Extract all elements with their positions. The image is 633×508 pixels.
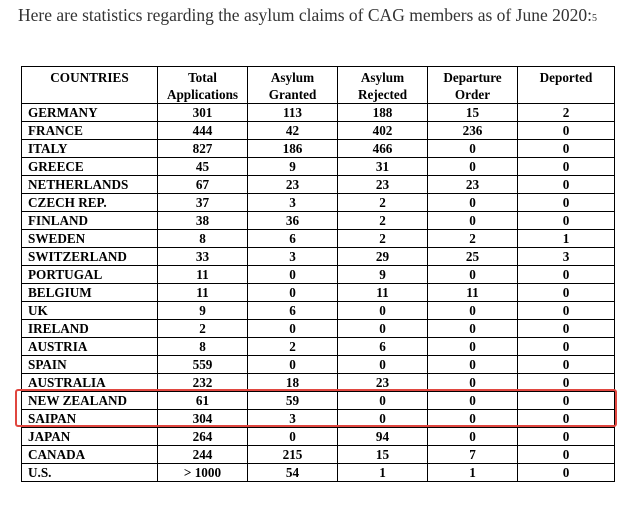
cell-deported: 0 [518,356,615,374]
cell-country: NEW ZEALAND [22,392,158,410]
table-row [22,446,615,464]
table-row [22,140,615,158]
cell-asylum-rejected: 2 [338,212,428,230]
cell-deported: 1 [518,230,615,248]
cell-asylum-rejected: 0 [338,356,428,374]
table-row [22,266,615,284]
header-asylum-granted: Asylum Granted [248,67,338,104]
asylum-statistics-table [21,66,615,482]
cell-asylum-rejected: 94 [338,428,428,446]
cell-asylum-granted: 6 [248,302,338,320]
cell-asylum-rejected: 23 [338,176,428,194]
cell-country: BELGIUM [22,284,158,302]
cell-total-applications: 559 [158,356,248,374]
cell-asylum-rejected: 23 [338,374,428,392]
cell-country: NETHERLANDS [22,176,158,194]
table-row [22,194,615,212]
cell-asylum-granted: 42 [248,122,338,140]
cell-departure-order: 0 [428,338,518,356]
table-row [22,320,615,338]
cell-asylum-rejected: 29 [338,248,428,266]
footnote-marker: 5 [591,13,597,24]
cell-asylum-rejected: 1 [338,464,428,482]
cell-deported: 0 [518,392,615,410]
cell-total-applications: 444 [158,122,248,140]
cell-country: SWITZERLAND [22,248,158,266]
cell-asylum-granted: 2 [248,338,338,356]
table-row [22,122,615,140]
cell-total-applications: 8 [158,230,248,248]
cell-total-applications: 67 [158,176,248,194]
cell-asylum-granted: 36 [248,212,338,230]
table-row [22,176,615,194]
table-row [22,464,615,482]
cell-asylum-rejected: 2 [338,194,428,212]
cell-deported: 0 [518,122,615,140]
table-row [22,104,615,122]
cell-departure-order: 0 [428,266,518,284]
cell-total-applications: 264 [158,428,248,446]
table-row [22,410,615,428]
cell-total-applications: 38 [158,212,248,230]
cell-asylum-granted: 0 [248,320,338,338]
cell-departure-order: 0 [428,428,518,446]
cell-country: ITALY [22,140,158,158]
table-row [22,356,615,374]
cell-departure-order: 1 [428,464,518,482]
cell-total-applications: > 1000 [158,464,248,482]
table-row [22,230,615,248]
intro-paragraph [18,5,628,29]
cell-asylum-granted: 59 [248,392,338,410]
cell-total-applications: 232 [158,374,248,392]
cell-asylum-rejected: 11 [338,284,428,302]
cell-departure-order: 0 [428,158,518,176]
table-row [22,392,615,410]
cell-deported: 0 [518,374,615,392]
table-row [22,374,615,392]
cell-asylum-granted: 3 [248,194,338,212]
table-row [22,428,615,446]
cell-asylum-granted: 0 [248,428,338,446]
header-asylum-rejected: Asylum Rejected [338,67,428,104]
cell-deported: 0 [518,284,615,302]
cell-country: SWEDEN [22,230,158,248]
cell-departure-order: 7 [428,446,518,464]
cell-asylum-rejected: 466 [338,140,428,158]
cell-asylum-rejected: 15 [338,446,428,464]
cell-deported: 0 [518,194,615,212]
header-countries: COUNTRIES [22,67,158,104]
cell-country: JAPAN [22,428,158,446]
header-departure-order: Departure Order [428,67,518,104]
cell-total-applications: 11 [158,266,248,284]
cell-asylum-granted: 6 [248,230,338,248]
cell-total-applications: 244 [158,446,248,464]
cell-deported: 0 [518,302,615,320]
cell-country: CZECH REP. [22,194,158,212]
header-deported: Deported [518,67,615,104]
cell-asylum-granted: 0 [248,266,338,284]
cell-asylum-rejected: 2 [338,230,428,248]
header-total-applications: Total Applications [158,67,248,104]
cell-country: FRANCE [22,122,158,140]
cell-asylum-rejected: 31 [338,158,428,176]
cell-deported: 0 [518,158,615,176]
cell-departure-order: 11 [428,284,518,302]
cell-country: AUSTRALIA [22,374,158,392]
cell-asylum-granted: 23 [248,176,338,194]
cell-departure-order: 0 [428,374,518,392]
cell-country: U.S. [22,464,158,482]
cell-country: FINLAND [22,212,158,230]
cell-asylum-rejected: 188 [338,104,428,122]
cell-total-applications: 45 [158,158,248,176]
cell-country: GREECE [22,158,158,176]
cell-departure-order: 0 [428,302,518,320]
cell-deported: 0 [518,176,615,194]
cell-asylum-rejected: 0 [338,410,428,428]
cell-deported: 0 [518,140,615,158]
cell-asylum-granted: 3 [248,248,338,266]
cell-asylum-granted: 113 [248,104,338,122]
cell-asylum-granted: 3 [248,410,338,428]
cell-deported: 3 [518,248,615,266]
cell-deported: 0 [518,338,615,356]
cell-total-applications: 11 [158,284,248,302]
table-body [22,104,615,482]
cell-asylum-granted: 0 [248,356,338,374]
cell-departure-order: 0 [428,392,518,410]
cell-asylum-rejected: 0 [338,302,428,320]
cell-total-applications: 301 [158,104,248,122]
cell-country: AUSTRIA [22,338,158,356]
cell-country: PORTUGAL [22,266,158,284]
cell-total-applications: 2 [158,320,248,338]
cell-departure-order: 0 [428,410,518,428]
cell-deported: 0 [518,266,615,284]
cell-deported: 0 [518,446,615,464]
cell-departure-order: 2 [428,230,518,248]
cell-total-applications: 9 [158,302,248,320]
cell-departure-order: 15 [428,104,518,122]
table-header-row [22,67,615,104]
cell-asylum-granted: 54 [248,464,338,482]
cell-total-applications: 61 [158,392,248,410]
cell-departure-order: 23 [428,176,518,194]
cell-asylum-rejected: 6 [338,338,428,356]
cell-country: GERMANY [22,104,158,122]
cell-country: SAIPAN [22,410,158,428]
cell-asylum-rejected: 9 [338,266,428,284]
intro-text: Here are statistics regarding the asylum claims of CAG members as of June 2020: [18,5,592,25]
cell-deported: 0 [518,320,615,338]
cell-total-applications: 33 [158,248,248,266]
cell-departure-order: 0 [428,356,518,374]
table-row [22,248,615,266]
cell-asylum-granted: 9 [248,158,338,176]
cell-deported: 0 [518,464,615,482]
table-row [22,212,615,230]
cell-country: UK [22,302,158,320]
cell-departure-order: 0 [428,320,518,338]
cell-asylum-granted: 18 [248,374,338,392]
cell-country: CANADA [22,446,158,464]
table-row [22,302,615,320]
cell-total-applications: 37 [158,194,248,212]
table-row [22,284,615,302]
cell-deported: 2 [518,104,615,122]
cell-asylum-granted: 0 [248,284,338,302]
cell-total-applications: 827 [158,140,248,158]
cell-asylum-granted: 215 [248,446,338,464]
cell-departure-order: 0 [428,140,518,158]
table-row [22,338,615,356]
cell-deported: 0 [518,212,615,230]
cell-deported: 0 [518,428,615,446]
cell-asylum-rejected: 402 [338,122,428,140]
cell-asylum-rejected: 0 [338,392,428,410]
cell-departure-order: 0 [428,194,518,212]
table-row [22,158,615,176]
cell-asylum-rejected: 0 [338,320,428,338]
cell-departure-order: 25 [428,248,518,266]
cell-total-applications: 8 [158,338,248,356]
cell-country: SPAIN [22,356,158,374]
cell-departure-order: 0 [428,212,518,230]
cell-departure-order: 236 [428,122,518,140]
cell-total-applications: 304 [158,410,248,428]
cell-asylum-granted: 186 [248,140,338,158]
cell-deported: 0 [518,410,615,428]
cell-country: IRELAND [22,320,158,338]
